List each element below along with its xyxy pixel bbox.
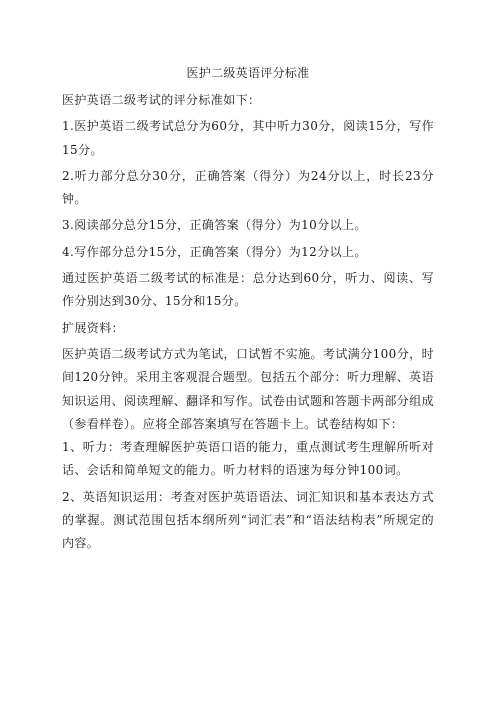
knowledge-paragraph: 2、英语知识运用：考查对医护英语语法、词汇知识和基本表达方式的掌握。测试范围包括本纲所列“词汇表”和“语法结构表”所规定的内容。	[62, 489, 434, 551]
list-item-1: 1.医护英语二级考试总分为60分，其中听力30分，阅读15分，写作15分。	[62, 119, 434, 157]
exam-format-paragraph: 医护英语二级考试方式为笔试，口试暂不实施。考试满分100分，时间120分钟。采用主客观混合题型。包括五个部分：听力理解、英语知识运用、阅读理解、翻译和写作。试卷由试题和答题卡两部分组成（参看样卷）。应将全部答案填写在答题卡上。试卷结构如下：	[62, 346, 435, 431]
listening-paragraph: 1、听力：考查理解医护英语口语的能力，重点测试考生理解所听对话、会话和简单短文的能力。听力材料的语速为每分钟100词。	[62, 440, 434, 478]
list-item-4: 4.写作部分总分15分，正确答案（得分）为12分以上。	[62, 244, 367, 259]
list-item-2: 2.听力部分总分30分，正确答案（得分）为24分以上，时长23分钟。	[62, 168, 434, 207]
document-body	[62, 89, 434, 556]
pass-standard-paragraph: 通过医护英语二级考试的标准是：总分达到60分，听力、阅读、写作分别达到30分、15分和15分。	[62, 271, 434, 309]
intro-paragraph: 医护英语二级考试的评分标准如下：	[62, 93, 261, 107]
list-item-3: 3.阅读部分总分15分，正确答案（得分）为10分以上。	[62, 218, 367, 233]
extended-info-heading: 扩展资料：	[62, 320, 125, 335]
document-title: 医护二级英语评分标准	[186, 66, 310, 80]
